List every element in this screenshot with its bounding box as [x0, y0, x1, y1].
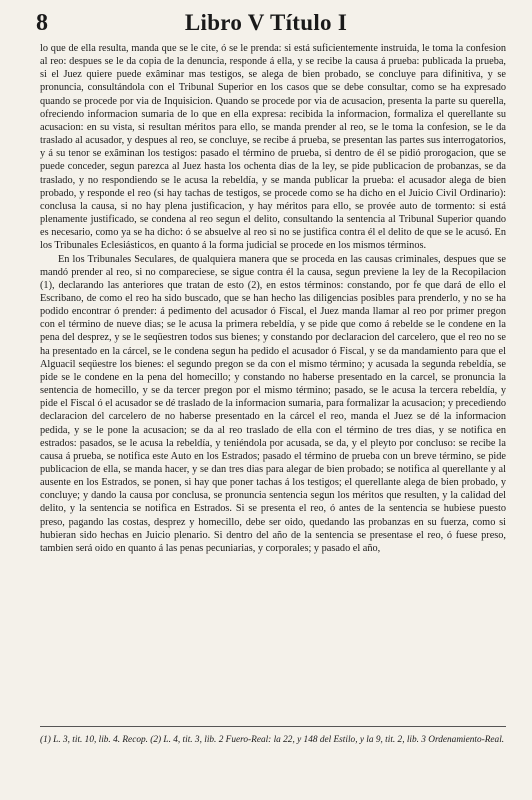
- page-number: 8: [36, 10, 48, 36]
- body-text: [40, 42, 506, 555]
- footnote-divider: [40, 726, 506, 727]
- running-head: Libro V Título I: [184, 10, 348, 35]
- page-header: [0, 10, 532, 40]
- footnotes: (1) L. 3, tit. 10, lib. 4. Recop. (2) L. 4, tit. 3, lib. 2 Fuero-Real: la 22, y 148 del Estilo, y la 9, tit. 2, lib. 3 Ordenamiento-Real.: [40, 735, 505, 745]
- paragraph: lo que de ella resulta, manda que se le cite, ó se le prenda: si está suficientemente instruida, le toma la confesion al reo: despues se le da copia de la denuncia, responde á ella, y se recibe la causa á prueba: publicada la prueba, si el Juez quiere puede exâminar mas testigos, se alega de bien probado, se concluye para difinitiva, y se pronuncia, consultándola con el Tribunal Superior en los casos que se debe consultar, como se ha expresado quando se procede por via de Inquisicion. Quando se procede por via de acusacion, presenta la parte su querella, ofreciendo informacion sumaria de lo que en ella expresa: recibida la informacion, formaliza el querellante su acusacion: en su vista, si resultan méritos para ello, se manda prender al reo, se le toma la confesion, se le da traslado al acusador, y despues al reo, se concluye, se recibe á prueba, se presentan las partes sus interrogatorios, y á su tenor se exâminan los testigos: pasado el término de prueba, si dentro de él se pidió prorogacion, que se puede conceder, segun parezca al Juez hasta los ochenta dias de la ley, se pide publicacion de probanzas, se da traslado, y no respondiendo se le acusa la rebeldía, y se manda publicar la prueba: el acusador alega de bien probado, y responde el reo (si hay tachas de testigos, se procede como se ha dicho en el Juicio Civil Ordinario): conclusa la causa, si no hay plena justificacion, y hay méritos para ello, se provée auto de tormento: si está plenamente justificado, se condena al reo segun el delito, consultando la sentencia al Tribunal Superior quando es necesario, como ya se ha dicho: ó se absuelve al reo si no se justifica contra él el delito de que se le acusó. En los Tribunales Eclesiásticos, en quanto á la forma judicial se procede en los mismos términos.: [40, 43, 506, 252]
- paragraph: En los Tribunales Seculares, de qualquiera manera que se proceda en las causas criminales, despues que se mandó prender al reo, si no compareciese, se sigue contra él la causa, segun previene la ley de la Recopilacion (1), declarando las anteriores que tratan de esto (2), en estos términos: constando, por fe que dará de ello el Escribano, de como el reo ha sido buscado, que se han hecho las diligencias posibles para prenderlo, y no se ha podido encontrar ó prender: á pedimento del acusador ó Fiscal, el Juez manda llamar al reo por primer pregon con el término de nueve dias; se le acusa la primera rebeldía, y se pide que como á rebelde se le condene en la pena del desprez, y se le seqüestren todos sus bienes; y constando por declaracion del carcelero, que el reo no se ha presentado en la cárcel, se le condena segun ha pedido el acusador ó Fiscal, y se da mandamiento para que el Alguacil seqüestre los bienes: el segundo pregon se da con el mismo término; y acusada la segunda rebeldía, se pide se le condene en la pena del homecillo; y constando no haberse presentado en la carcel, se pronuncia la sentencia de homecillo, y se da tercer pregon por el mismo término; pasado, se le acusa la tercera rebeldía, y pide el Fiscal ó el acusador se dé traslado de la informacion sumaria, para formalizar la acusacion; y precediendo declaracion del carcelero de no haberse presentado en la cárcel el reo, manda el Juez se dé la informacion pedida, y se le pone la acusacion; se da al reo traslado de ella con el término de tres dias, y se notifica en estrados: pasados, se le acusa la rebeldía, y teniéndola por acusada, se da, y el pleyto por concluso: se recibe la causa á prueba, se notifica este Auto en los Estrados; pasado el término de prueba con un breve término, se pide publicacion de ella, se manda hacer, y se dan tres dias para alegar de bien probado; se notifica al querellante y al ausente en los Estrados, se ponen, si hay que poner tachas á los testigos; el querellante alega de bien probado, y concluye; y dando la causa por conclusa, se pronuncia sentencia segun los méritos que resulten, y la calidad del delito, y la sentencia se notifica en Estrados. Si se presenta el reo, ó antes de la sentencia se hubiese puesto preso, pagando las costas, desprez y homecillo, debe ser oido, quedando las probanzas en su fuerza, como si hubieran sido hechas en Juicio plenario. Si dentro del año de la sentencia se presentase el reo, ó fuese preso, tambien será oido en quanto á las penas pecuniarias, y corporales; y pasado el año,: [40, 253, 506, 554]
